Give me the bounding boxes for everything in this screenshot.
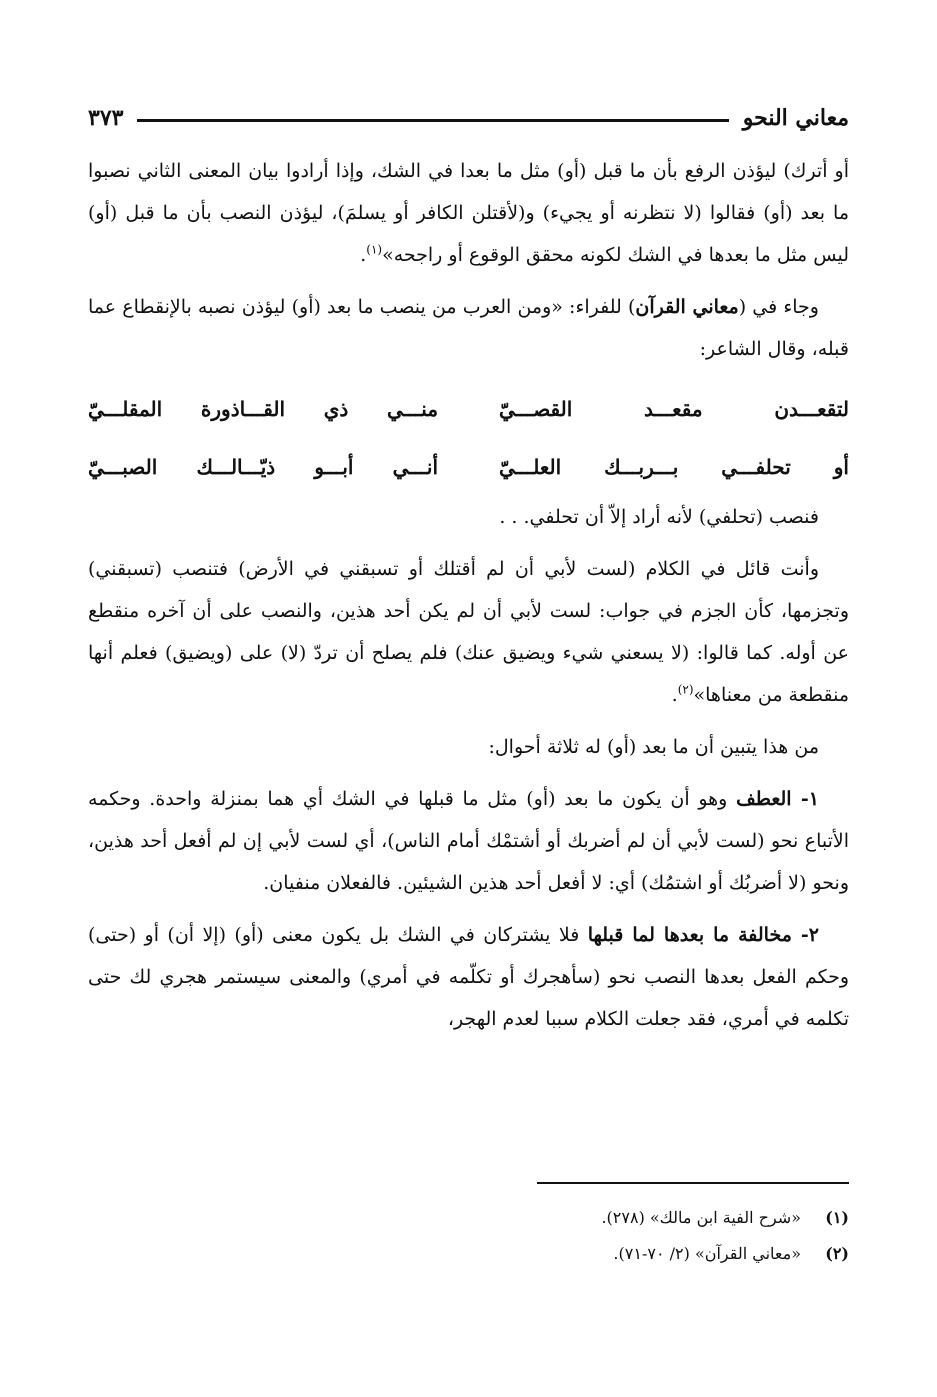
paragraph-1: أو أترك) ليؤذن الرفع بأن ما قبل (أو) مثل ما بعدا في الشك، وإذا أرادوا بيان المعنى الثاني نصبوا ما بعد (أو) فقالوا (لا نتظرنه أو يجيء) و(لأقتلن الكافر أو يسلمَ)، ليؤذن النصب بأن ما قبل (أو) ليس مثل ما بعدها في الشك لكونه محقق الوقوع أو راجحه»$^{(١)}$. <box>88 160 849 266</box>
book-title-quran-meanings: معاني القرآن <box>635 296 739 318</box>
footnote-ref-2: (٢) <box>677 682 694 697</box>
verse-line-1 <box>88 380 849 438</box>
paragraph-5: من هذا يتبين أن ما بعد (أو) له ثلاثة أحوال: <box>488 736 819 758</box>
footnote-1 <box>88 1200 849 1236</box>
paragraph-6 <box>88 778 849 904</box>
footnote-2 <box>88 1236 849 1272</box>
item-2-number: ٢- <box>791 924 819 946</box>
paragraph-2-text-a: وجاء في ( <box>738 296 819 318</box>
footnote-2-text: «معاني القرآن» (٢/ ٧٠-٧١). <box>613 1244 801 1263</box>
paragraph-2 <box>88 286 849 370</box>
item-2-text: فلا يشتركان في الشك بل يكون معنى (أو) (إلا أن) أو (حتى) وحكم الفعل بعدها النصب نحو (سأهجرك أو تكلّمه في أمري) والمعنى سيستمر هجري لك حتى تكلمه في أمري، فقد جعلت الكلام سببا لعدم الهجر، <box>88 924 849 1030</box>
page-number: ٣٧٣ <box>88 105 124 131</box>
paragraph-3: فنصب (تحلفي) لأنه أراد إلاّ أن تحلفي. . . <box>499 506 819 528</box>
header-rule <box>137 119 728 122</box>
paragraph-4-text: وأنت قائل في الكلام (لست لأبي أن لم أقتلك أو تسبقني في الأرض) فتنصب (تسبقني) وتجزمها، كأن الجزم في جواب: لست لأبي أن لم يكن أحد هذين، والنصب على أن آخره منقطع عن أوله. كما قالوا: (لا يسعني شيء ويضيق عنك) فلم يصلح أن تردّ (لا) على (ويضيق) فعلم أنها منقطعة من معناها» <box>88 558 849 706</box>
item-1-number: ١- <box>791 788 819 810</box>
paragraph-1-text: أو أترك) ليؤذن الرفع بأن ما قبل (أو) مثل ما بعدا في الشك، وإذا أرادوا بيان المعنى الثاني نصبوا ما بعد (أو) فقالوا (لا نتظرنه أو يجيء) و(لأقتلن الكافر أو يسلمَ)، ليؤذن النصب بأن ما قبل (أو) ليس مثل ما بعدها في الشك لكونه محقق الوقوع أو راجحه» <box>88 160 849 266</box>
verse-1-second-hemistich: منـــي ذي القـــاذورة المقلـــيّ <box>88 397 439 421</box>
header-title: معاني النحو <box>742 105 849 131</box>
footnote-1-text: «شرح الفية ابن مالك» (٢٧٨). <box>601 1208 801 1227</box>
verse-1-first-hemistich: لتقعـــدن مقعـــد القصـــيّ <box>498 397 849 421</box>
verse-2-first-hemistich: أو تحلفـــي بـــربـــك العلـــيّ <box>498 455 849 479</box>
footnote-separator <box>537 1182 849 1184</box>
running-header <box>88 98 849 138</box>
footnote-ref-1: (١) <box>366 242 383 257</box>
footnotes <box>88 1200 849 1272</box>
page-body <box>88 150 849 1050</box>
footnote-1-number: (١) <box>825 1208 849 1227</box>
paragraph-4: وأنت قائل في الكلام (لست لأبي أن لم أقتلك أو تسبقني في الأرض) فتنصب (تسبقني) وتجزمها، كأن الجزم في جواب: لست لأبي أن لم يكن أحد هذين، والنصب على أن آخره منقطع عن أوله. كما قالوا: (لا يسعني شيء ويضيق عنك) فلم يصلح أن تردّ (لا) على (ويضيق) فعلم أنها منقطعة من معناها»$^{(٢)}$. <box>88 558 849 706</box>
verse-2-second-hemistich: أنـــي أبـــو ذيّـــالـــك الصبـــيّ <box>88 455 439 479</box>
paragraph-7 <box>88 914 849 1040</box>
verse-line-2 <box>88 438 849 496</box>
footnote-2-number: (٢) <box>825 1244 849 1263</box>
item-1-heading: العطف <box>736 788 792 810</box>
paragraph-2-text-b: ) للفراء: «ومن العرب من ينصب ما بعد (أو) ليؤذن نصبه بالإنقطاع عما قبله، وقال الشاعر: <box>88 296 849 360</box>
item-2-heading: مخالفة ما بعدها لما قبلها <box>587 924 792 946</box>
item-1-text: وهو أن يكون ما بعد (أو) مثل ما قبلها في الشك أي هما بمنزلة واحدة. وحكمه الأتباع نحو (لست لأبي أن لم أضربك أو أشتمْك أمام الناس)، أي لست لأبي إن لم أفعل أحد هذين، ونحو (لا أضربُك أو اشتمُك) أي: لا أفعل أحد هذين الشيئين. فالفعلان منفيان. <box>88 788 849 894</box>
